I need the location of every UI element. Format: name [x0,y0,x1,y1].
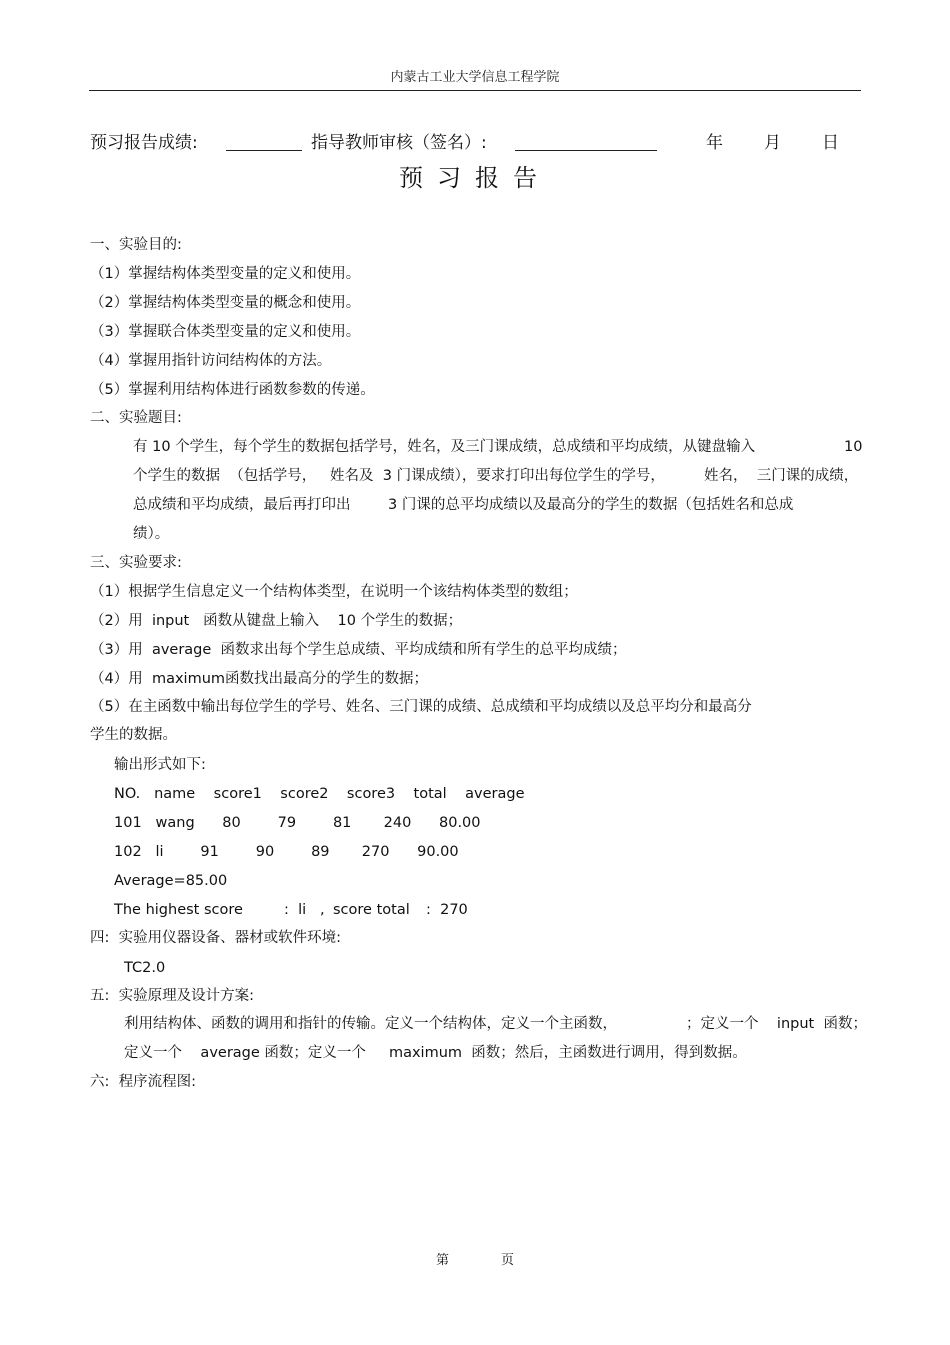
day-label: 日 [822,133,839,153]
teacher-sign-label: 指导教师审核（签名）: [311,133,487,153]
section3-item: （4）用 maximum函数找出最高分的学生的数据； [90,671,429,687]
output-line: 101 wang 80 79 81 240 80.00 [114,815,481,831]
section4-content: TC2.0 [124,960,166,976]
teacher-sign-blank [515,150,657,151]
section4-heading: 四: 实验用仪器设备、器材或软件环境: [90,930,341,946]
section3-item: 学生的数据。 [90,727,177,743]
section1-item: （4）掌握用指针访问结构体的方法。 [90,353,332,369]
highest-total-label: score total [333,902,410,918]
section5-line: 定义一个 average 函数；定义一个 maximum 函数；然后，主函数进行调用，得到数据。 [124,1045,747,1061]
section1-item: （5）掌握利用结构体进行函数参数的传递。 [90,382,375,398]
highest-score-label: The highest score [114,902,243,918]
section2-line: 3 门课的总平均成绩以及最高分的学生的数据（包括姓名和总成 [388,497,794,513]
month-label: 月 [764,133,781,153]
section3-item: （1）根据学生信息定义一个结构体类型，在说明一个该结构体类型的数组； [90,584,578,600]
section2-line: 总成绩和平均成绩，最后再打印出 [133,497,351,513]
section1-item: （1）掌握结构体类型变量的定义和使用。 [90,266,361,282]
grade-label: 预习报告成绩: [90,133,198,153]
section3-item: （5）在主函数中输出每位学生的学号、姓名、三门课的成绩、总成绩和平均成绩以及总平均分和最高分 [90,699,752,715]
section2-line: 有 10 个学生，每个学生的数据包括学号，姓名，及三门课成绩，总成绩和平均成绩，从键盘输入 [133,439,756,455]
output-format-label: 输出形式如下: [114,757,206,773]
institution-header: 内蒙古工业大学信息工程学院 [390,70,560,85]
section3-item: （2）用 input 函数从键盘上输入 10 个学生的数据； [90,613,463,629]
section3-item: （3）用 average 函数求出每个学生总成绩、平均成绩和所有学生的总平均成绩； [90,642,627,658]
header-rule [89,90,861,91]
section1-item: （2）掌握结构体类型变量的概念和使用。 [90,295,361,311]
section5-line: 利用结构体、函数的调用和指针的传输。定义一个结构体，定义一个主函数， [124,1016,617,1032]
output-line: NO. name score1 score2 score3 total average [114,786,525,802]
output-line: 102 li 91 90 89 270 90.00 [114,844,459,860]
page-title: 预习报告 [399,164,551,192]
output-line: Average=85.00 [114,873,228,889]
footer-page-suffix: 页 [501,1253,515,1268]
year-label: 年 [706,133,723,153]
highest-total-value: : 270 [426,902,468,918]
section2-line: 绩）。 [133,526,170,542]
section6-heading: 六: 程序流程图: [90,1074,196,1090]
highest-score-name: : li , [284,902,325,918]
section1-item: （3）掌握联合体类型变量的定义和使用。 [90,324,361,340]
section2-line: 个学生的数据 （包括学号， 姓名及 3 门课成绩），要求打印出每位学生的学号， [133,468,665,484]
grade-blank [226,150,302,151]
section2-line: 10 [844,439,863,455]
section5-line: ；定义一个 input 函数； [686,1016,867,1032]
section5-heading: 五: 实验原理及设计方案: [90,988,254,1004]
section2-heading: 二、实验题目: [90,410,182,426]
footer-page-prefix: 第 [436,1253,450,1268]
section3-heading: 三、实验要求: [90,555,182,571]
section2-line: 姓名， 三门课的成绩， [704,468,859,484]
section1-heading: 一、实验目的: [90,237,182,253]
